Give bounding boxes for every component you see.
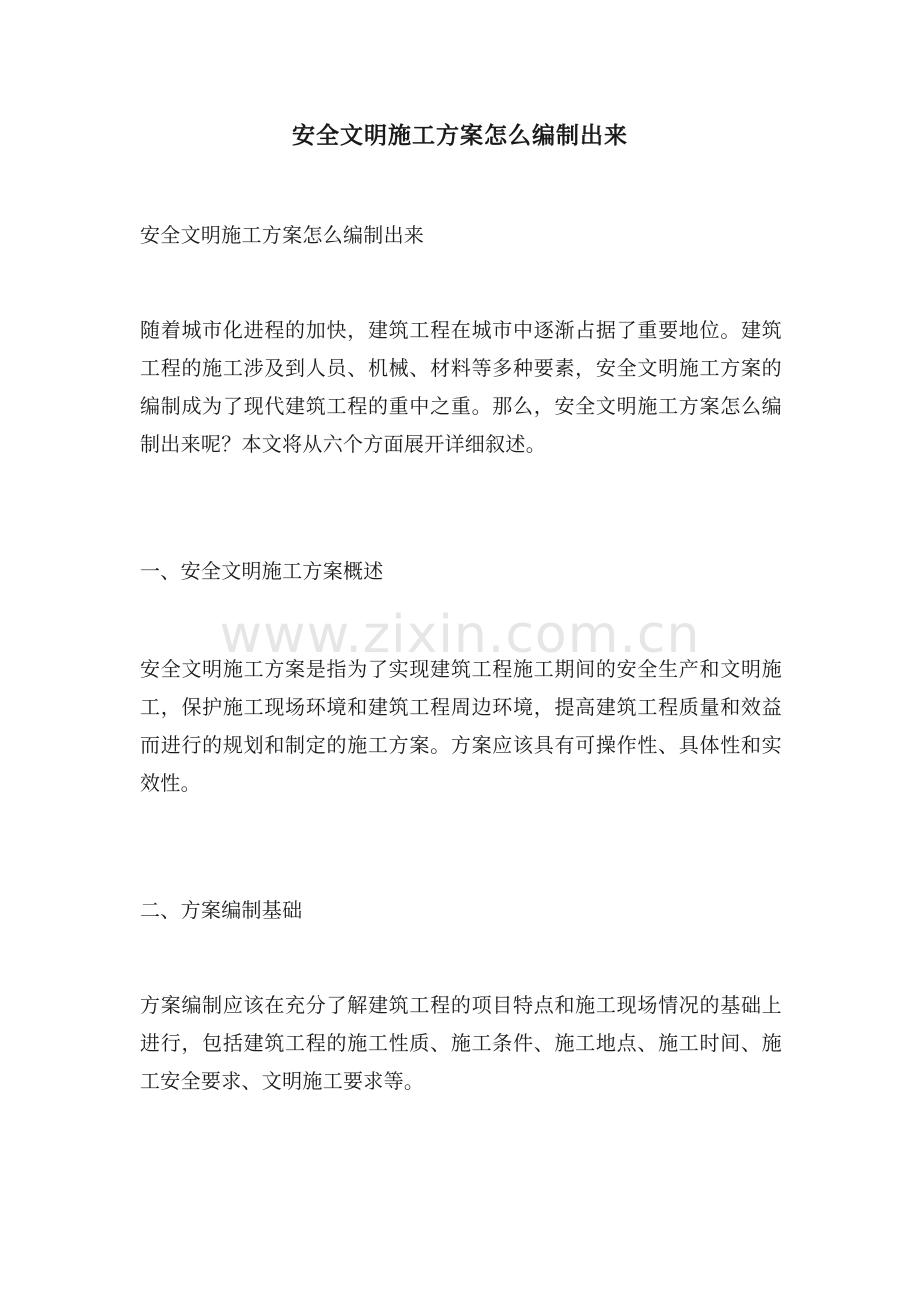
document-title: 安全文明施工方案怎么编制出来 bbox=[292, 122, 628, 149]
watermark: www.zixin.com.cn bbox=[219, 605, 701, 665]
section-paragraph: 安全文明施工方案是指为了实现建筑工程施工期间的安全生产和文明施工，保护施工现场环境和建筑工程周边环境，提高建筑工程质量和效益而进行的规划和制定的施工方案。方案应该具有可操作性、具体性和实效性。 bbox=[140, 657, 782, 795]
document-subtitle: 安全文明施工方案怎么编制出来 bbox=[140, 223, 425, 247]
section-heading: 一、安全文明施工方案概述 bbox=[140, 559, 384, 583]
section-heading: 二、方案编制基础 bbox=[140, 898, 303, 922]
section-paragraph: 方案编制应该在充分了解建筑工程的项目特点和施工现场情况的基础上进行，包括建筑工程的施工性质、施工条件、施工地点、施工时间、施工安全要求、文明施工要求等。 bbox=[140, 993, 782, 1093]
intro-paragraph: 随着城市化进程的加快，建筑工程在城市中逐渐占据了重要地位。建筑工程的施工涉及到人员、机械、材料等多种要素，安全文明施工方案的编制成为了现代建筑工程的重中之重。那么，安全文明施工方案怎么编制出来呢？本文将从六个方面展开详细叙述。 bbox=[140, 318, 782, 456]
